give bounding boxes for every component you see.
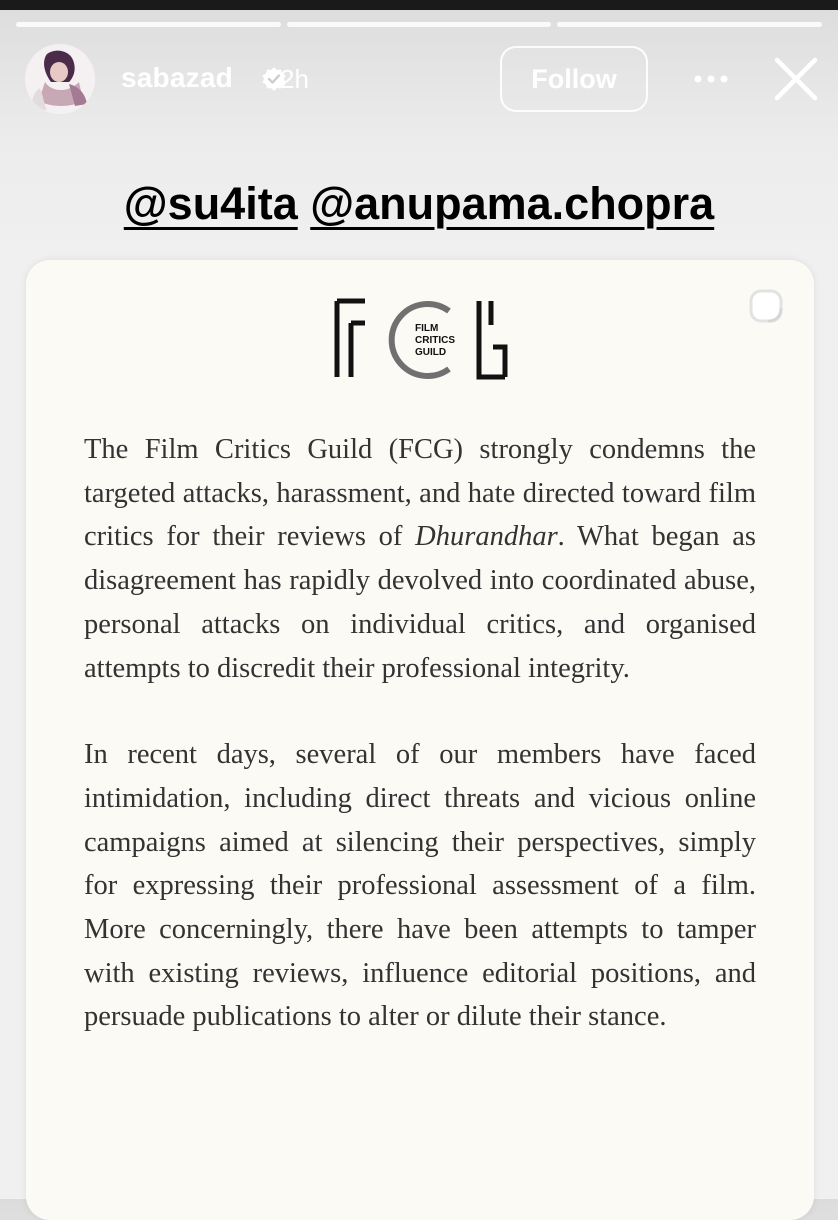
story-progress-segment — [557, 22, 822, 27]
statement-paragraph-1: The Film Critics Guild (FCG) strongly condemns the targeted attacks, harassment, and hate directed toward film critics for their reviews of Dhurandhar. What began as disagreement has rapidly devolved into coordinated abuse, personal attacks on individual critics, and organised attempts to discredit their professional integrity. — [84, 434, 756, 684]
story-progress-segment — [16, 22, 281, 27]
username[interactable]: sabazad — [121, 62, 233, 93]
status-bar-edge — [0, 0, 838, 10]
follow-button[interactable]: Follow — [500, 46, 648, 112]
mention-link[interactable]: @su4ita — [123, 178, 298, 229]
close-icon[interactable] — [773, 56, 819, 102]
logo-text-guild: GUILD — [415, 347, 447, 358]
mention-line — [0, 178, 838, 230]
story-progress-bar — [16, 22, 822, 27]
mention-link[interactable]: @anupama.chopra — [310, 178, 715, 229]
post-card — [26, 260, 814, 1220]
story-progress-segment — [287, 22, 552, 27]
logo-text-film: FILM — [415, 323, 439, 334]
post-time: 2h — [280, 64, 309, 94]
statement-paragraph-2: In recent days, several of our members have faced intimidation, including direct threats and vicious online campaigns aimed at silencing their perspectives, simply for expressing their professional assessment of a film. More concerningly, there have been attempts to tamper with existing reviews, influence editorial positions, and persuade publications to alter or dilute their stance. — [84, 739, 756, 1033]
film-title: Dhurandhar — [415, 521, 558, 553]
avatar[interactable] — [25, 44, 95, 114]
sticker-icon[interactable] — [746, 286, 788, 328]
statement-text — [84, 428, 756, 1039]
avatar-image — [25, 44, 95, 114]
fcg-logo — [331, 295, 511, 385]
logo-text-critics: CRITICS — [415, 335, 455, 346]
story-header — [25, 44, 825, 116]
more-options-icon[interactable] — [693, 74, 729, 84]
